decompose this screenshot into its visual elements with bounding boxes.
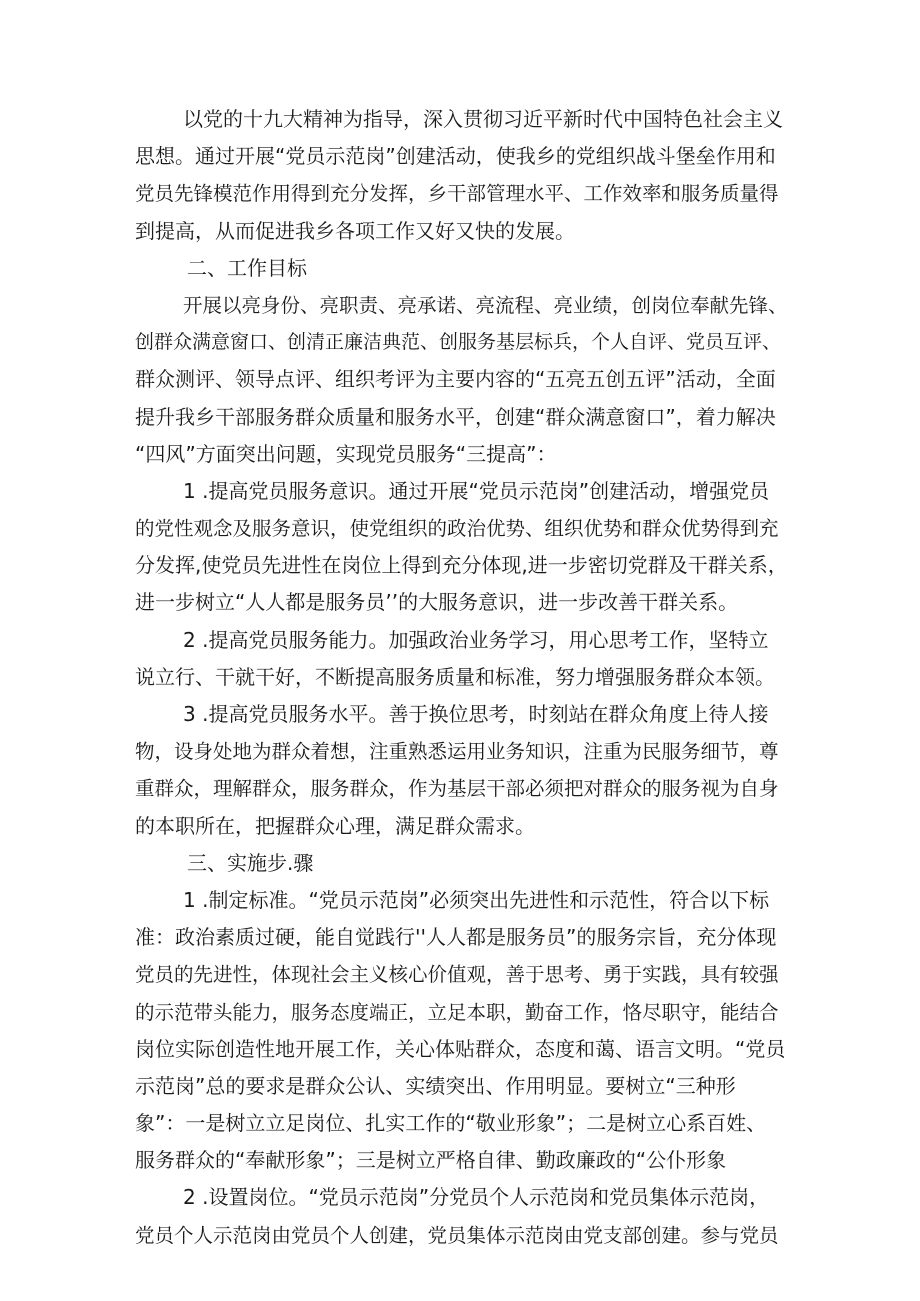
text-line: 党员个人示范岗由党员个人创建，党员集体示范岗由党支部创建。参与党员 [135,1223,779,1247]
text-line: 的本职所在，把握群众心理，满足群众需求。 [135,813,535,838]
text-line: 以党的十九大精神为指导，深入贯彻习近平新时代中国特色社会主义 [183,107,783,131]
text-line: 示范岗”总的要求是群众公认、实绩突出、作用明显。要树立“三种形 [135,1073,736,1098]
text-line: 2 .提高党员服务能力。加强政治业务学习，用心思考工作，坚特立 [183,627,769,652]
paragraph-step-2 [135,1179,789,1253]
paragraph-step-1 [135,882,789,1180]
text-line: 岗位实际创造性地开展工作，关心体贴群众，态度和蔼、语言文明。“党员 [135,1036,786,1061]
text-line: 说立行、干就干好，不断提高服务质量和标准，努力增强服务群众本领。 [135,664,775,689]
text-line: 重群众，理解群众，服务群众，作为基层干部必须把对群众的服务视为自身 [135,777,779,801]
text-line: 1 .提高党员服务意识。通过开展“党员示范岗”创建活动，增强党员 [183,478,770,503]
text-line: 到提高，从而促进我乡各项工作又好又快的发展。 [135,218,575,243]
text-line: “四风”方面突出问题，实现党员服务“三提高”： [135,441,557,466]
text-line: 群众测评、领导点评、组织考评为主要内容的“五亮五创五评”活动，全面 [135,367,776,392]
text-line: 提升我乡干部服务群众质量和服务水平，创建“群众满意窗口”，着力解决 [135,404,776,429]
section-heading-steps: 三、实施步.骤 [187,850,314,875]
paragraph-work-goals [135,287,789,473]
section-heading-work-goals: 二、工作目标 [187,255,307,280]
text-line: 分发挥,使党员先进性在岗位上得到充分体现,进一步密切党群及干群关系， [135,553,788,578]
text-line: 的党性观念及服务意识，使党组织的政治优势、组织优势和群众优势得到充 [135,517,779,541]
text-line: 2 .设置岗位。“党员示范岗”分党员个人示范岗和党员集体示范岗， [183,1185,770,1210]
text-line: 象”：一是树立立足岗位、扎实工作的“敬业形象”；二是树立心系百姓、 [135,1111,767,1136]
text-line: 进一步树立“人人都是服务员’’的大服务意识，进一步改善干群关系。 [135,590,739,615]
paragraph-goal-2 [135,622,789,696]
text-line: 思想。通过开展“党员示范岗”创建活动，使我乡的党组织战斗堡垒作用和 [135,144,776,169]
paragraph-guiding-thought [135,101,789,250]
text-line: 党员的先进性，体现社会主义核心价值观，善于思考、勇于实践，具有较强 [135,963,779,987]
text-line: 准：政治素质过硬，能自觉践行''人人都是服务员”的服务宗旨，充分体现 [135,925,777,950]
text-line: 创群众满意窗口、创清正廉洁典范、创服务基层标兵，个人自评、党员互评、 [135,331,782,354]
text-line: 开展以亮身份、亮职责、亮承诺、亮流程、亮业绩，创岗位奉献先锋、 [183,293,788,317]
text-line: 3 .提高党员服务水平。善于换位思考，时刻站在群众角度上待人接 [183,702,769,726]
paragraph-goal-1 [135,473,789,622]
text-line: 服务群众的“奉献形象”；三是树立严格自律、勤政廉政的“公仆形象 [135,1148,727,1173]
text-line: 党员先锋模范作用得到充分发挥，乡干部管理水平、工作效率和服务质量得 [135,182,779,206]
text-line: 1 .制定标准。“党员示范岗”必须突出先进性和示范性，符合以下标 [183,887,770,912]
text-line: 物，设身处地为群众着想，注重熟悉运用业务知识，注重为民服务细节，尊 [135,740,779,764]
paragraph-goal-3 [135,696,789,845]
text-line: 的示范带头能力，服务态度端正，立足本职，勤奋工作，恪尽职守，能结合 [135,1000,779,1024]
